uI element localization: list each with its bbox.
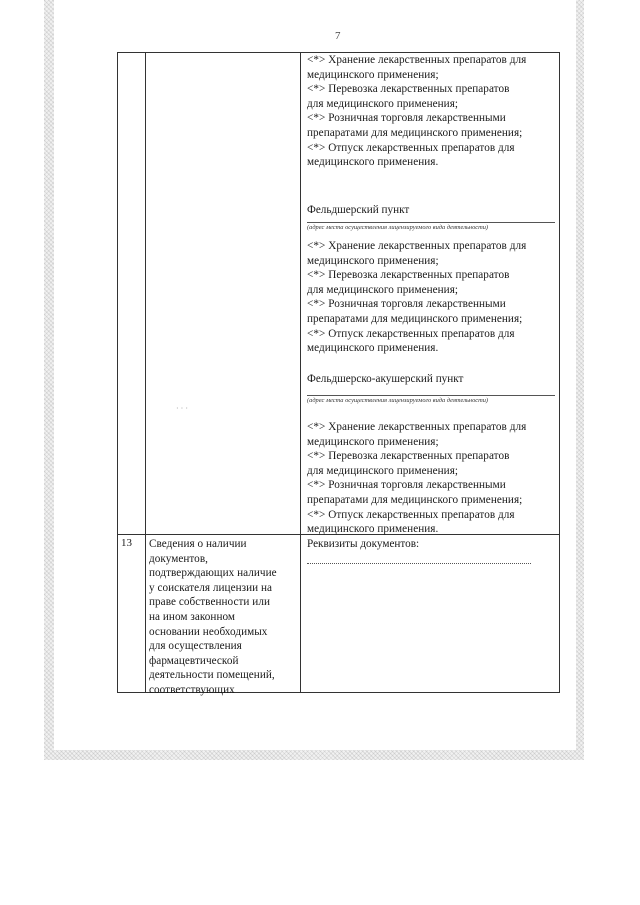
address-underline [307, 222, 555, 223]
description-line: праве собственности или [149, 596, 271, 609]
list-line: <*> Перевозка лекарственных препаратов [307, 450, 510, 463]
description-line: у соискателя лицензии на [149, 581, 273, 594]
list-line: препаратами для медицинского применения; [307, 126, 523, 139]
table-column-divider-2 [300, 52, 301, 692]
list-line: <*> Перевозка лекарственных препаратов [307, 83, 510, 96]
list-line: для медицинского применения; [307, 464, 459, 477]
activity-list-3 [307, 420, 554, 537]
description-line: фармацевтической [149, 654, 239, 667]
description-line: на ином законном [149, 610, 236, 623]
description-line: Сведения о наличии [149, 538, 247, 550]
section-title-feldsher-point: Фельдшерский пункт [307, 204, 410, 216]
list-line: <*> Хранение лекарственных препаратов для [307, 421, 527, 433]
section-title-feldsher-obstetric-point: Фельдшерско-акушерский пункт [307, 373, 464, 385]
list-line: для медицинского применения; [307, 97, 459, 110]
description-line: деятельности помещений, [149, 669, 275, 682]
list-line: <*> Хранение лекарственных препаратов для [307, 54, 527, 66]
description-line: основании необходимых [149, 625, 268, 638]
list-line: медицинского применения. [307, 156, 439, 169]
table-left-border [117, 52, 118, 692]
list-line: медицинского применения; [307, 435, 439, 448]
activity-list-1 [307, 53, 554, 170]
table-right-border [559, 52, 560, 692]
description-line: подтверждающих наличие [149, 567, 277, 580]
row-13-description [149, 537, 295, 698]
list-line: <*> Розничная торговля лекарственными [307, 112, 506, 125]
document-details-line [307, 563, 531, 564]
row-number: 13 [121, 537, 132, 549]
table-column-divider-1 [145, 52, 146, 692]
list-line: <*> Отпуск лекарственных препаратов для [307, 141, 515, 154]
list-line: медицинского применения. [307, 523, 439, 536]
scan-marks: · · · [176, 404, 188, 413]
list-line: для медицинского применения; [307, 283, 459, 296]
address-underline [307, 395, 555, 396]
page-number: 7 [335, 30, 341, 42]
address-caption: (адрес места осуществления лицензируемого вида деятельности) [307, 224, 489, 231]
list-line: медицинского применения. [307, 342, 439, 355]
list-line: <*> Отпуск лекарственных препаратов для [307, 508, 515, 521]
list-line: медицинского применения; [307, 68, 439, 81]
list-line: <*> Розничная торговля лекарственными [307, 479, 506, 492]
description-line: соответствующих [149, 683, 235, 696]
list-line: медицинского применения; [307, 254, 439, 267]
list-line: препаратами для медицинского применения; [307, 312, 523, 325]
document-details-label: Реквизиты документов: [307, 538, 420, 550]
list-line: <*> Розничная торговля лекарственными [307, 298, 506, 311]
activity-list-2 [307, 239, 554, 356]
description-line: документов, [149, 552, 209, 565]
list-line: <*> Отпуск лекарственных препаратов для [307, 327, 515, 340]
address-caption: (адрес места осуществления лицензируемого вида деятельности) [307, 397, 489, 404]
list-line: препаратами для медицинского применения; [307, 493, 523, 506]
list-line: <*> Перевозка лекарственных препаратов [307, 269, 510, 282]
list-line: <*> Хранение лекарственных препаратов для [307, 240, 527, 252]
description-line: для осуществления [149, 640, 242, 653]
